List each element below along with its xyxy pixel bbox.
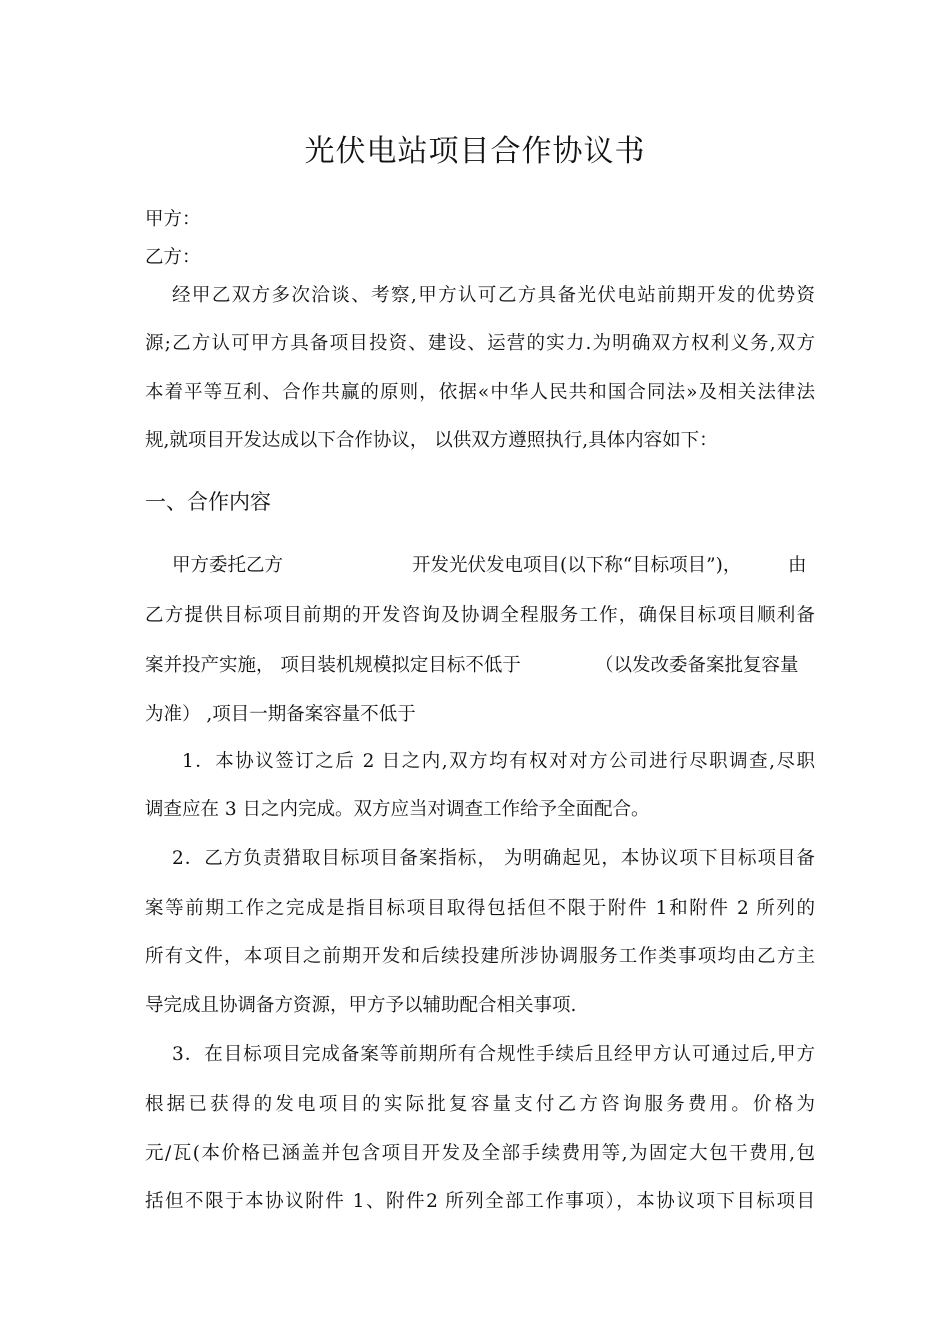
content-line-1-part-c: 由 [788, 555, 807, 576]
party-a-label: 甲方： [145, 209, 201, 230]
content-line-3-part-b: （以发改委备案批复容量 [595, 655, 799, 676]
intro-line-3: 本着平等互利、合作共赢的原则，依据«中华人民共和国合同法»及相关法律法 [145, 382, 815, 403]
item-2-line-4: 导完成且协调备方资源，甲方予以辅助配合相关事项. [145, 995, 577, 1016]
item-3-line-2: 根据已获得的发电项目的实际批复容量支付乙方咨询服务费用。价格为 [145, 1094, 815, 1115]
item-3-line-3: 元/瓦(本价格已涵盖并包含项目开发及全部手续费用等,为固定大包干费用,包 [145, 1143, 815, 1164]
item-1-line-1: 1．本协议签订之后 2 日之内,双方均有权对对方公司进行尽职调查,尽职 [182, 751, 815, 772]
content-line-4: 为准） ,项目一期备案容量不低于 [145, 704, 416, 725]
intro-line-2: 源;乙方认可甲方具备项目投资、建设、运营的实力.为明确双方权利义务,双方 [145, 333, 815, 354]
content-line-1-part-a: 甲方委托乙方 [172, 555, 284, 576]
item-2-line-2: 案等前期工作之完成是指目标项目取得包括但不限于附件 1和附件 2 所列的 [145, 898, 815, 919]
content-line-2: 乙方提供目标项目前期的开发咨询及协调全程服务工作，确保目标项目顺利备 [145, 605, 815, 626]
item-2-line-1: 2．乙方负责猎取目标项目备案指标， 为明确起见，本协议项下目标项目备 [172, 848, 815, 869]
content-line-3-part-a: 案并投产实施， 项目装机规模拟定目标不低于 [145, 655, 521, 676]
party-b-label: 乙方： [145, 247, 201, 268]
item-1-line-2: 调查应在 3 日之内完成。双方应当对调查工作给予全面配合。 [145, 799, 650, 820]
document-title: 光伏电站项目合作协议书 [304, 134, 646, 169]
item-2-line-3: 所有文件，本项目之前期开发和后续投建所涉协调服务工作类事项均由乙方主 [145, 946, 815, 967]
item-3-line-1: 3．在目标项目完成备案等前期所有合规性手续后且经甲方认可通过后,甲方 [172, 1044, 815, 1065]
intro-line-1: 经甲乙双方多次洽谈、考察,甲方认可乙方具备光伏电站前期开发的优势资 [172, 285, 815, 306]
intro-line-4: 规,就项目开发达成以下合作协议， 以供双方遵照执行,具体内容如下： [145, 430, 718, 451]
item-3-line-4: 括但不限于本协议附件 1、附件2 所列全部工作事项），本协议项下目标项目 [145, 1191, 815, 1212]
content-line-1-part-b: 开发光伏发电项目(以下称“目标项目”)， [412, 555, 742, 576]
section-heading-cooperation: 一、合作内容 [145, 490, 271, 514]
